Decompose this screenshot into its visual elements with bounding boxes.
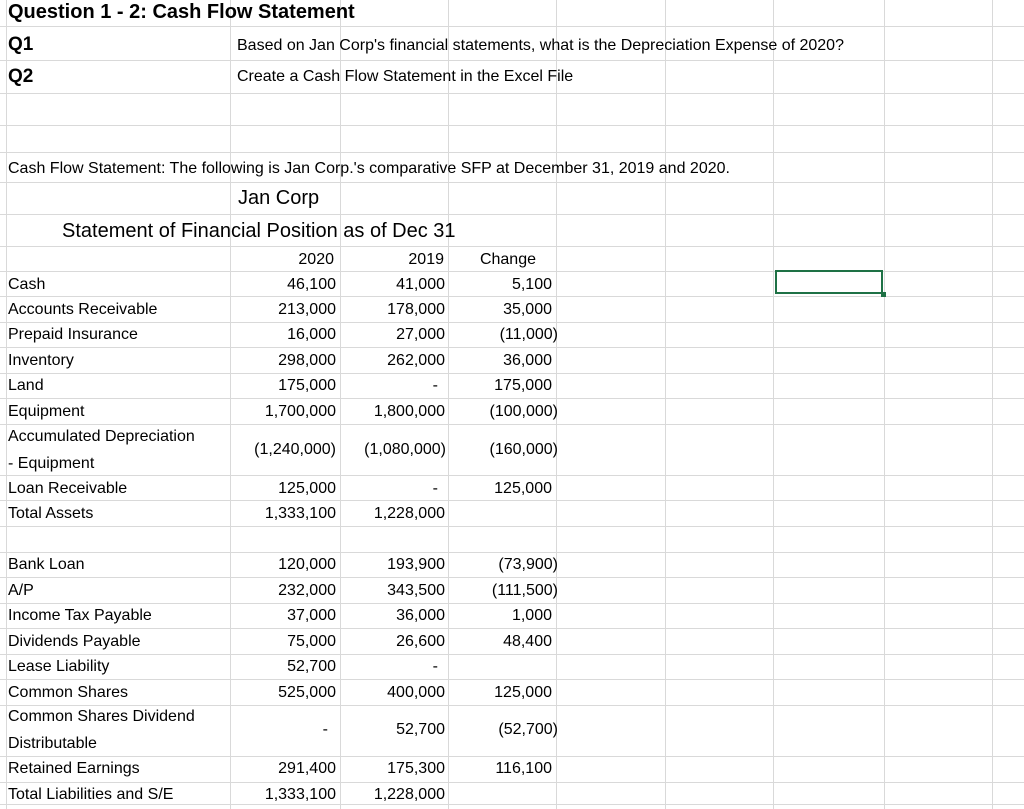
column-header-change: Change (479, 251, 536, 268)
cell-2019: - (432, 658, 438, 675)
row-label: Loan Receivable (8, 480, 128, 497)
row-label: Inventory (8, 352, 74, 369)
cell-2019: 36,000 (396, 607, 445, 624)
question-2-id: Q2 (8, 66, 34, 87)
cell-2019: 41,000 (396, 276, 445, 293)
cell-2019: 1,228,000 (373, 505, 445, 522)
row-label: Equipment (8, 403, 85, 420)
cell-2020: - (322, 721, 328, 738)
statement-title: Statement of Financial Position as of Dec 31 (62, 220, 456, 242)
company-name: Jan Corp (238, 187, 320, 209)
cell-2019: 27,000 (396, 326, 445, 343)
cell-2020: 232,000 (278, 582, 336, 599)
question-2-text: Create a Cash Flow Statement in the Excel File (237, 68, 574, 85)
cell-change: (111,500) (491, 582, 558, 599)
question-1-text: Based on Jan Corp's financial statements, what is the Depreciation Expense of 2020? (237, 37, 844, 54)
row-label: Common Shares (8, 684, 129, 701)
cell-change: (73,900) (498, 556, 558, 573)
cell-2019: 178,000 (387, 301, 445, 318)
row-label: Bank Loan (8, 556, 85, 573)
cell-2020: 298,000 (278, 352, 336, 369)
cell-2020: 291,400 (278, 760, 336, 777)
cell-2020: 1,333,100 (264, 505, 336, 522)
cell-2019: - (432, 377, 438, 394)
row-label-continued: Distributable (8, 735, 97, 752)
cell-change: (100,000) (489, 403, 558, 420)
column-header-2020: 2020 (298, 251, 334, 268)
row-label: Lease Liability (8, 658, 110, 675)
cell-2020: 16,000 (287, 326, 336, 343)
cell-2019: 1,800,000 (373, 403, 445, 420)
cell-2020: 75,000 (287, 633, 336, 650)
cell-2019: 262,000 (387, 352, 445, 369)
cell-change: (52,700) (498, 721, 558, 738)
cell-2019: 1,228,000 (373, 786, 445, 803)
cell-change: 1,000 (511, 607, 552, 624)
row-label-continued: - Equipment (8, 455, 95, 472)
row-label: Cash (8, 276, 46, 293)
cell-change: (11,000) (499, 326, 558, 343)
cell-2020: 46,100 (287, 276, 336, 293)
row-label: Common Shares Dividend (8, 708, 195, 725)
cell-2019: 400,000 (387, 684, 445, 701)
sheet-title: Question 1 - 2: Cash Flow Statement (8, 1, 355, 23)
cell-2020: 37,000 (287, 607, 336, 624)
cell-2020: 120,000 (278, 556, 336, 573)
cell-2019: 175,300 (387, 760, 445, 777)
question-1-id: Q1 (8, 34, 34, 55)
intro-text: Cash Flow Statement: The following is Jan Corp.'s comparative SFP at December 31, 2019 and 2020. (8, 160, 730, 177)
row-label: A/P (8, 582, 34, 599)
row-label: Income Tax Payable (8, 607, 152, 624)
cell-2020: 175,000 (278, 377, 336, 394)
row-label: Total Assets (8, 505, 94, 522)
cell-change: 36,000 (503, 352, 552, 369)
row-label: Land (8, 377, 44, 394)
cell-2019: 26,600 (396, 633, 445, 650)
cell-2020: 125,000 (278, 480, 336, 497)
cell-2020: 213,000 (278, 301, 336, 318)
cell-2019: - (432, 480, 438, 497)
cell-2019: 343,500 (387, 582, 445, 599)
selected-cell[interactable] (775, 270, 883, 294)
column-header-2019: 2019 (408, 251, 444, 268)
row-label: Dividends Payable (8, 633, 141, 650)
cell-change: 5,100 (511, 276, 552, 293)
cell-change: 125,000 (494, 480, 552, 497)
cell-2020: 525,000 (278, 684, 336, 701)
cell-2019: 193,900 (387, 556, 445, 573)
cell-2020: 52,700 (287, 658, 336, 675)
fill-handle[interactable] (881, 292, 886, 297)
row-label: Accumulated Depreciation (8, 428, 195, 445)
cell-change: 116,100 (495, 760, 552, 777)
cell-2020: 1,700,000 (264, 403, 336, 420)
cell-2020: (1,240,000) (254, 441, 336, 458)
row-label: Prepaid Insurance (8, 326, 138, 343)
cell-change: 48,400 (503, 633, 552, 650)
cell-2019: 52,700 (396, 721, 445, 738)
cell-2020: 1,333,100 (264, 786, 336, 803)
row-label: Accounts Receivable (8, 301, 158, 318)
cell-change: 35,000 (503, 301, 552, 318)
cell-2019: (1,080,000) (364, 441, 446, 458)
row-label: Total Liabilities and S/E (8, 786, 174, 803)
row-label: Retained Earnings (8, 760, 140, 777)
cell-change: 175,000 (494, 377, 552, 394)
cell-change: 125,000 (494, 684, 552, 701)
cell-change: (160,000) (489, 441, 558, 458)
